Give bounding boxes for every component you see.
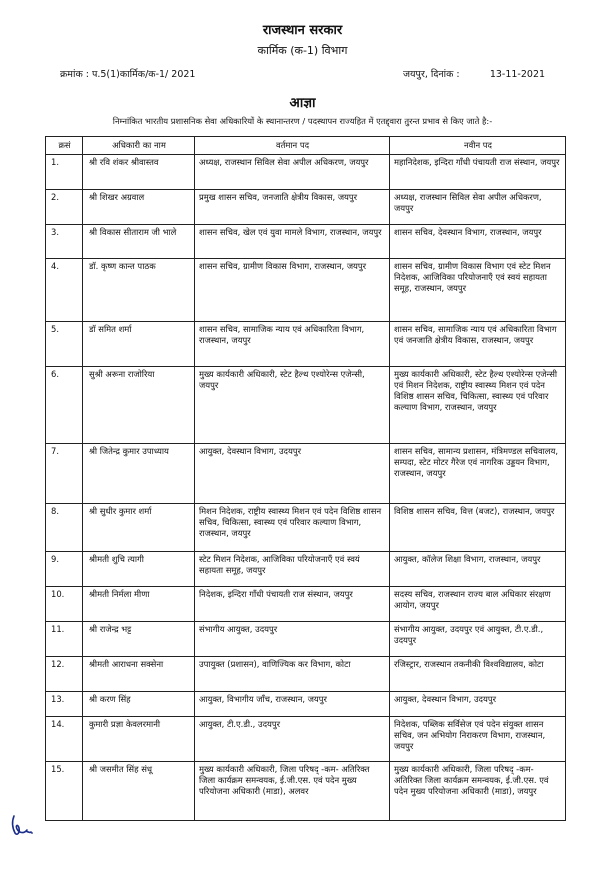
row-sno: 4. (46, 259, 83, 322)
row-sno: 11. (46, 622, 83, 657)
new-post: शासन सचिव, सामान्य प्रशासन, मंत्रिमण्डल सचिवालय, सम्पदा, स्टेट मोटर गैरेज एवं नागरिक उड्डयन विभाग, राजस्थान, जयपुर (390, 444, 566, 504)
current-post: शासन सचिव, ग्रामीण विकास विभाग, राजस्थान, जयपुर (195, 259, 390, 322)
order-title: आज्ञा (289, 95, 316, 111)
table-row (46, 692, 566, 717)
new-post: शासन सचिव, सामाजिक न्याय एवं अधिकारिता विभाग एवं जनजाति क्षेत्रीय विकास, राजस्थान, जयपुर (390, 322, 566, 367)
officer-name: श्री रवि शंकर श्रीवास्तव (83, 155, 195, 190)
current-post: संभागीय आयुक्त, उदयपुर (195, 622, 390, 657)
header-officer-name: अधिकारी का नाम (83, 137, 195, 155)
current-post: मिशन निदेशक, राष्ट्रीय स्वास्थ्य मिशन एवं पदेन विशिष्ठ शासन सचिव, चिकित्सा, स्वास्थ्य एवं परिवार कल्याण विभाग, राजस्थान, जयपुर (195, 504, 390, 552)
officer-name: श्री जितेन्द्र कुमार उपाध्याय (83, 444, 195, 504)
new-post: सदस्य सचिव, राजस्थान राज्य बाल अधिकार संरक्षण आयोग, जयपुर (390, 587, 566, 622)
row-sno: 9. (46, 552, 83, 587)
table-row (46, 322, 566, 367)
new-post: मुख्य कार्यकारी अधिकारी, जिला परिषद् -कम- अतिरिक्त जिला कार्यक्रम समन्वयक, ई.जी.एस. एवं पदेन मुख्य परियोजना अधिकारी (माडा), जयपुर (390, 762, 566, 821)
row-sno: 8. (46, 504, 83, 552)
new-post: महानिदेशक, इन्दिरा गाँधी पंचायती राज संस्थान, जयपुर (390, 155, 566, 190)
current-post: मुख्य कार्यकारी अधिकारी, स्टेट हैल्थ एश्योरेन्स एजेन्सी, जयपुर (195, 367, 390, 444)
row-sno: 13. (46, 692, 83, 717)
row-sno: 10. (46, 587, 83, 622)
table-row (46, 367, 566, 444)
table-body (46, 155, 566, 821)
current-post: शासन सचिव, सामाजिक न्याय एवं अधिकारिता विभाग, राजस्थान, जयपुर (195, 322, 390, 367)
new-post: मुख्य कार्यकारी अधिकारी, स्टेट हैल्थ एश्योरेन्स एजेन्सी एवं मिशन निदेशक, राष्ट्रीय स्वास्थ्य मिशन एवं पदेन विशिष्ठ शासन सचिव, चिकित्सा, स्वास्थ्य एवं परिवार कल्याण विभाग, राजस्थान, जयपुर (390, 367, 566, 444)
table-row (46, 225, 566, 259)
signature-mark (9, 812, 35, 838)
current-post: आयुक्त, देवस्थान विभाग, उदयपुर (195, 444, 390, 504)
new-post: शासन सचिव, देवस्थान विभाग, राजस्थान, जयपुर (390, 225, 566, 259)
officer-name: श्रीमती शुचि त्यागी (83, 552, 195, 587)
officer-name: श्री करण सिंह (83, 692, 195, 717)
row-sno: 5. (46, 322, 83, 367)
officer-name: कुमारी प्रज्ञा केवलरमानी (83, 717, 195, 762)
department-heading: कार्मिक (क-1) विभाग (257, 44, 348, 57)
current-post: मुख्य कार्यकारी अधिकारी, जिला परिषद् -कम- अतिरिक्त जिला कार्यक्रम समन्वयक, ई.जी.एस. एवं पदेन मुख्य परियोजना अधिकारी (माडा), अलवर (195, 762, 390, 821)
transfer-table (45, 136, 566, 821)
current-post: निदेशक, इन्दिरा गाँधी पंचायती राज संस्थान, जयपुर (195, 587, 390, 622)
table-row (46, 762, 566, 821)
row-sno: 3. (46, 225, 83, 259)
reference-number: क्रमांक : प.5(1)कार्मिक/क-1/ 2021 (60, 69, 196, 80)
current-post: स्टेट मिशन निदेशक, आजिविका परियोजनाएँ एवं स्वयं सहायता समूह, जयपुर (195, 552, 390, 587)
government-heading: राजस्थान सरकार (262, 23, 343, 38)
place-date: जयपुर, दिनांक : 13-11-2021 (403, 69, 546, 80)
table-row (46, 155, 566, 190)
row-sno: 2. (46, 190, 83, 225)
current-post: प्रमुख शासन सचिव, जनजाति क्षेत्रीय विकास, जयपुर (195, 190, 390, 225)
current-post: शासन सचिव, खेल एवं युवा मामले विभाग, राजस्थान, जयपुर (195, 225, 390, 259)
intro-text: निम्नांकित भारतीय प्रशासनिक सेवा अधिकारियों के स्थानान्तरण / पदस्थापन राज्यहित में एतद्द्वारा तुरन्त प्रभाव से किए जाते है:- (112, 116, 493, 126)
new-post: अध्यक्ष, राजस्थान सिविल सेवा अपील अधिकरण, जयपुर (390, 190, 566, 225)
row-sno: 1. (46, 155, 83, 190)
current-post: अध्यक्ष, राजस्थान सिविल सेवा अपील अधिकरण, जयपुर (195, 155, 390, 190)
officer-name: श्रीमती निर्मला मीणा (83, 587, 195, 622)
header-sno: क्रसं (46, 137, 83, 155)
table-row (46, 657, 566, 692)
header-current-post: वर्तमान पद (195, 137, 390, 155)
header-new-post: नवीन पद (390, 137, 566, 155)
officer-name: श्री सुधीर कुमार शर्मा (83, 504, 195, 552)
row-sno: 7. (46, 444, 83, 504)
current-post: आयुक्त, विभागीय जाँच, राजस्थान, जयपुर (195, 692, 390, 717)
officer-name: डॉ. कृष्ण कान्त पाठक (83, 259, 195, 322)
table-row (46, 504, 566, 552)
officer-name: श्री जसमीत सिंह संधू (83, 762, 195, 821)
new-post: निदेशक, पब्लिक सर्विसेज एवं पदेन संयुक्त शासन सचिव, जन अभियोग निराकरण विभाग, राजस्थान, जयपुर (390, 717, 566, 762)
new-post: आयुक्त, कॉलेज शिक्षा विभाग, राजस्थान, जयपुर (390, 552, 566, 587)
officer-name: श्री विकास सीताराम जी भाले (83, 225, 195, 259)
table-header-row (46, 137, 566, 155)
table-row (46, 622, 566, 657)
table-row (46, 552, 566, 587)
officer-name: श्री शिखर अग्रवाल (83, 190, 195, 225)
new-post: रजिस्ट्रार, राजस्थान तकनीकी विश्वविद्यालय, कोटा (390, 657, 566, 692)
row-sno: 6. (46, 367, 83, 444)
row-sno: 12. (46, 657, 83, 692)
table-row (46, 717, 566, 762)
table-row (46, 190, 566, 225)
table-row (46, 587, 566, 622)
row-sno: 14. (46, 717, 83, 762)
table-row (46, 259, 566, 322)
new-post: शासन सचिव, ग्रामीण विकास विभाग एवं स्टेट मिशन निदेशक, आजिविका परियोजनाएँ एवं स्वयं सहायता समूह, राजस्थान, जयपुर (390, 259, 566, 322)
officer-name: सुश्री अरूना राजोरिया (83, 367, 195, 444)
current-post: आयुक्त, टी.ए.डी., उदयपुर (195, 717, 390, 762)
current-post: उपायुक्त (प्रशासन), वाणिज्यिक कर विभाग, कोटा (195, 657, 390, 692)
new-post: आयुक्त, देवस्थान विभाग, उदयपुर (390, 692, 566, 717)
table-row (46, 444, 566, 504)
officer-name: डॉ समित शर्मा (83, 322, 195, 367)
new-post: विशिष्ठ शासन सचिव, वित्त (बजट), राजस्थान, जयपुर (390, 504, 566, 552)
officer-name: श्रीमती आराधना सक्सेना (83, 657, 195, 692)
new-post: संभागीय आयुक्त, उदयपुर एवं आयुक्त, टी.ए.डी., उदयपुर (390, 622, 566, 657)
officer-name: श्री राजेन्द्र भट्ट (83, 622, 195, 657)
row-sno: 15. (46, 762, 83, 821)
